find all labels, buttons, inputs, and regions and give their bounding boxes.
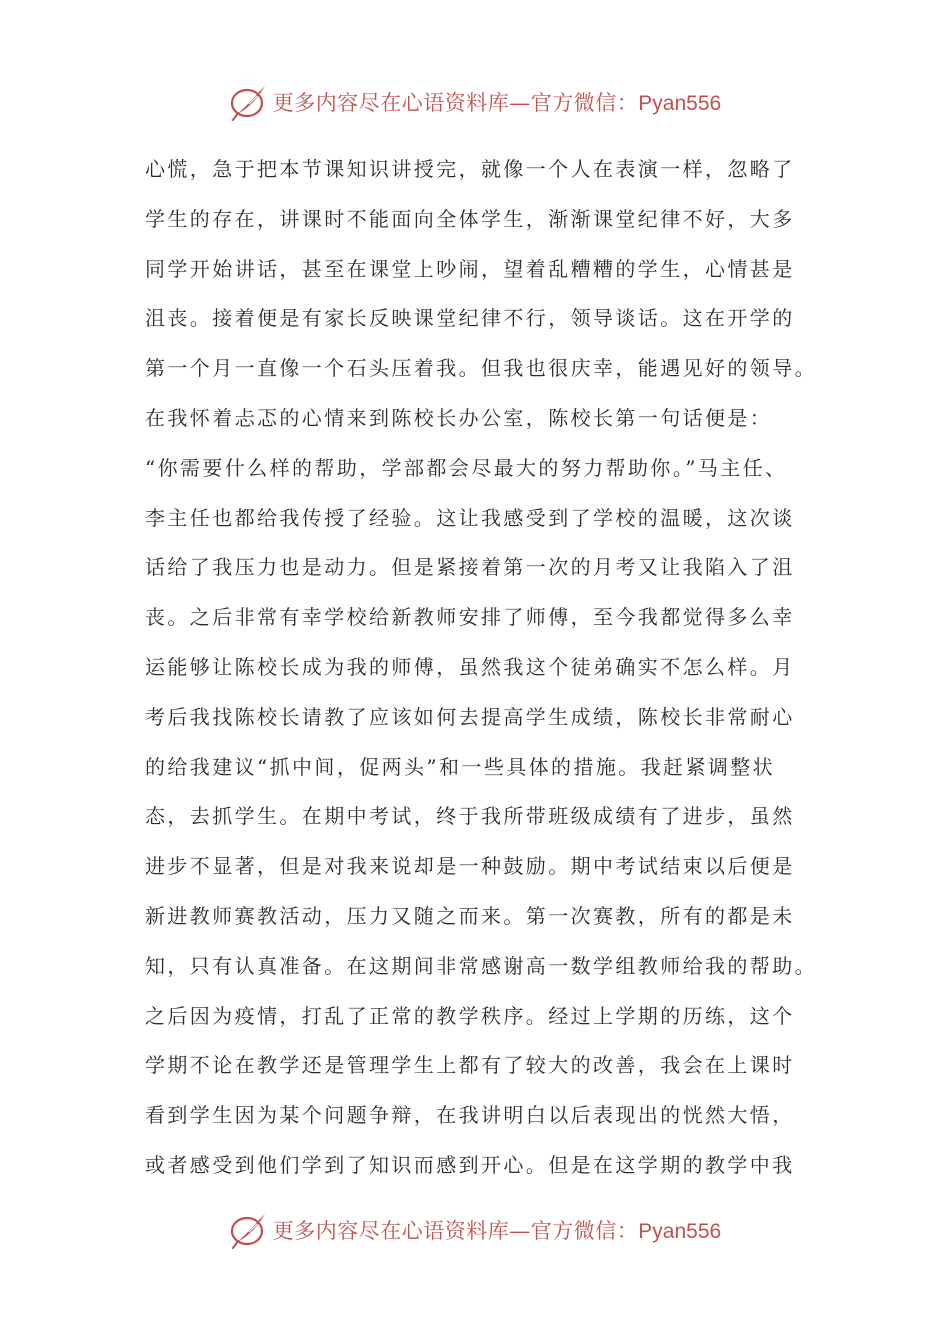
text-line: 学期不论在教学还是管理学生上都有了较大的改善，我会在上课时 [145, 1053, 795, 1078]
text-line: 在我怀着忐忑的心情来到陈校长办公室，陈校长第一句话便是： [145, 405, 773, 430]
text-line: 进步不显著，但是对我来说却是一种鼓励。期中考试结束以后便是 [145, 854, 795, 879]
wechat-id: Pyan556 [638, 1220, 722, 1243]
text-line: 运能够让陈校长成为我的师傅，虽然我这个徒弟确实不怎么样。月 [145, 654, 795, 679]
text-line: 同学开始讲话，甚至在课堂上吵闹，望着乱糟糟的学生，心情甚是 [145, 256, 795, 281]
text-line: 考后我找陈校长请教了应该如何去提高学生成绩，陈校长非常耐心 [145, 704, 795, 729]
text-line: 沮丧。接着便是有家长反映课堂纪律不行，领导谈话。这在开学的 [145, 306, 795, 331]
text-line: 知，只有认真准备。在这期间非常感谢高一数学组教师给我的帮助。 [145, 953, 817, 978]
text-line: 心慌，急于把本节课知识讲授完，就像一个人在表演一样，忽略了 [145, 157, 795, 181]
text-line: 丧。之后非常有幸学校给新教师安排了师傅，至今我都觉得多么幸 [145, 605, 795, 630]
text-line: 新进教师赛教活动，压力又随之而来。第一次赛教，所有的都是未 [145, 903, 795, 928]
wechat-id: Pyan556 [638, 92, 722, 115]
text-line: 态，去抓学生。在期中考试，终于我所带班级成绩有了进步，虽然 [145, 804, 795, 829]
document-body [145, 152, 825, 1198]
banner-label: 更多内容尽在心语资料库—官方微信：Pyan556 [272, 1219, 722, 1243]
text-line: “你需要什么样的帮助，学部都会尽最大的努力帮助你。”马主任、 [145, 455, 788, 480]
text-line: 或者感受到他们学到了知识而感到开心。但是在这学期的教学中我 [145, 1152, 795, 1177]
text-line: 第一个月一直像一个石头压着我。但我也很庆幸，能遇见好的领导。 [145, 356, 817, 381]
text-line: 之后因为疫情，打乱了正常的教学秩序。经过上学期的历练，这个 [145, 1003, 795, 1028]
quill-pen-logo-icon [229, 82, 269, 122]
quill-pen-logo-icon [229, 1210, 269, 1250]
text-line: 话给了我压力也是动力。但是紧接着第一次的月考又让我陷入了沮 [145, 555, 795, 580]
text-line: 的给我建议“抓中间，促两头”和一些具体的措施。我赶紧调整状 [145, 754, 776, 779]
text-line: 李主任也都给我传授了经验。这让我感受到了学校的温暖，这次谈 [145, 505, 795, 530]
header-banner [0, 80, 950, 124]
text-line: 看到学生因为某个问题争辩，在我讲明白以后表现出的恍然大悟， [145, 1103, 795, 1128]
footer-banner [0, 1208, 950, 1252]
text-line: 学生的存在，讲课时不能面向全体学生，渐渐课堂纪律不好，大多 [145, 206, 795, 231]
banner-label: 更多内容尽在心语资料库—官方微信：Pyan556 [272, 91, 722, 115]
